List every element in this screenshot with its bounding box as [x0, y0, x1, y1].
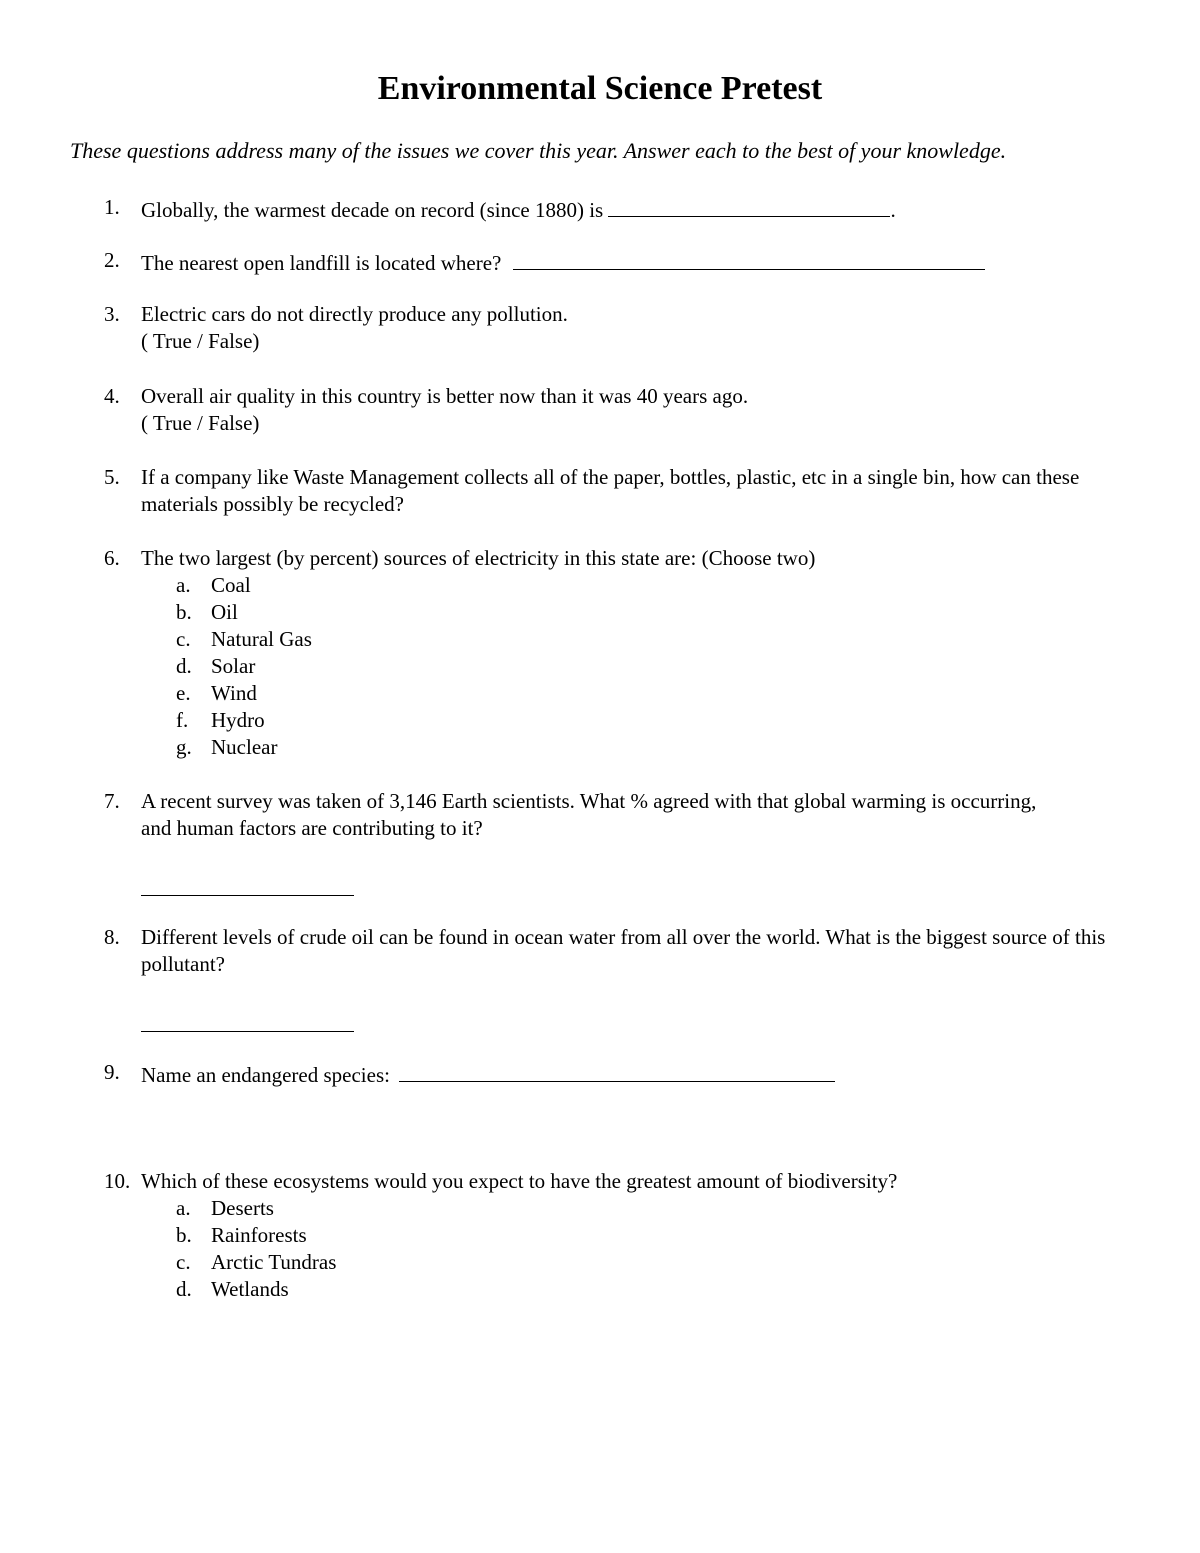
option-letter: b.	[176, 1223, 192, 1247]
question-text: If a company like Waste Management collects all of the paper, bottles, plastic, etc in a single bin, how can these materials possibly be recycled?	[141, 465, 1080, 516]
option-item[interactable]	[141, 572, 1111, 599]
question-text: Different levels of crude oil can be found in ocean water from all over the world. What is the biggest source of this pollutant?	[141, 925, 1106, 976]
option-item[interactable]	[141, 1249, 1111, 1276]
option-item[interactable]	[141, 1195, 1111, 1222]
question-text: Electric cars do not directly produce any pollution.	[141, 302, 568, 326]
option-item[interactable]	[141, 707, 1111, 734]
true-false-choice[interactable]: ( True / False)	[141, 411, 260, 435]
intro-text: These questions address many of the issues we cover this year. Answer each to the best of your knowledge.	[70, 138, 1007, 163]
answer-blank[interactable]	[399, 1059, 835, 1082]
option-text: Natural Gas	[211, 627, 312, 651]
question-number: 10.	[104, 1169, 131, 1193]
question-suffix: .	[890, 198, 896, 222]
answer-line[interactable]	[141, 894, 354, 896]
question-number: 6.	[104, 546, 120, 570]
option-letter: c.	[176, 1250, 191, 1274]
option-text: Coal	[211, 573, 251, 597]
option-item[interactable]	[141, 1222, 1111, 1249]
answer-blank[interactable]	[608, 194, 890, 217]
option-letter: d.	[176, 654, 192, 678]
question-text: A recent survey was taken of 3,146 Earth scientists. What % agreed with that global warming is occurring, and human factors are contributing to it?	[141, 789, 1037, 840]
option-item[interactable]	[141, 1276, 1111, 1303]
page-title: Environmental Science Pretest	[377, 70, 823, 107]
answer-blank[interactable]	[513, 247, 985, 270]
true-false-choice[interactable]: ( True / False)	[141, 329, 260, 353]
question-text: Globally, the warmest decade on record (since 1880) is	[141, 198, 604, 222]
option-text: Rainforests	[211, 1223, 307, 1247]
question-number: 2.	[104, 248, 120, 272]
option-letter: e.	[176, 681, 191, 705]
question-number: 5.	[104, 465, 120, 489]
question-number: 8.	[104, 925, 120, 949]
option-letter: g.	[176, 735, 192, 759]
option-item[interactable]	[141, 653, 1111, 680]
option-letter: f.	[176, 708, 189, 732]
question-text: The two largest (by percent) sources of electricity in this state are: (Choose two)	[141, 546, 816, 570]
option-text: Wind	[211, 681, 257, 705]
option-text: Nuclear	[211, 735, 278, 759]
option-letter: b.	[176, 600, 192, 624]
question-number: 3.	[104, 302, 120, 326]
question-number: 7.	[104, 789, 120, 813]
answer-line[interactable]	[141, 1030, 354, 1032]
option-text: Wetlands	[211, 1277, 289, 1301]
option-text: Solar	[211, 654, 256, 678]
option-letter: d.	[176, 1277, 192, 1301]
option-item[interactable]	[141, 626, 1111, 653]
option-item[interactable]	[141, 680, 1111, 707]
options-list	[141, 572, 1111, 761]
option-letter: c.	[176, 627, 191, 651]
option-text: Oil	[211, 600, 238, 624]
option-item[interactable]	[141, 734, 1111, 761]
option-item[interactable]	[141, 599, 1111, 626]
options-list	[141, 1195, 1111, 1303]
question-number: 9.	[104, 1060, 120, 1084]
question-text: Which of these ecosystems would you expect to have the greatest amount of biodiversity?	[141, 1169, 898, 1193]
option-text: Arctic Tundras	[211, 1250, 337, 1274]
option-letter: a.	[176, 1196, 191, 1220]
option-letter: a.	[176, 573, 191, 597]
option-text: Deserts	[211, 1196, 274, 1220]
question-text: Name an endangered species:	[141, 1063, 390, 1087]
question-number: 1.	[104, 195, 120, 219]
question-text: Overall air quality in this country is better now than it was 40 years ago.	[141, 384, 749, 408]
question-text: The nearest open landfill is located where?	[141, 251, 502, 275]
question-number: 4.	[104, 384, 120, 408]
option-text: Hydro	[211, 708, 265, 732]
